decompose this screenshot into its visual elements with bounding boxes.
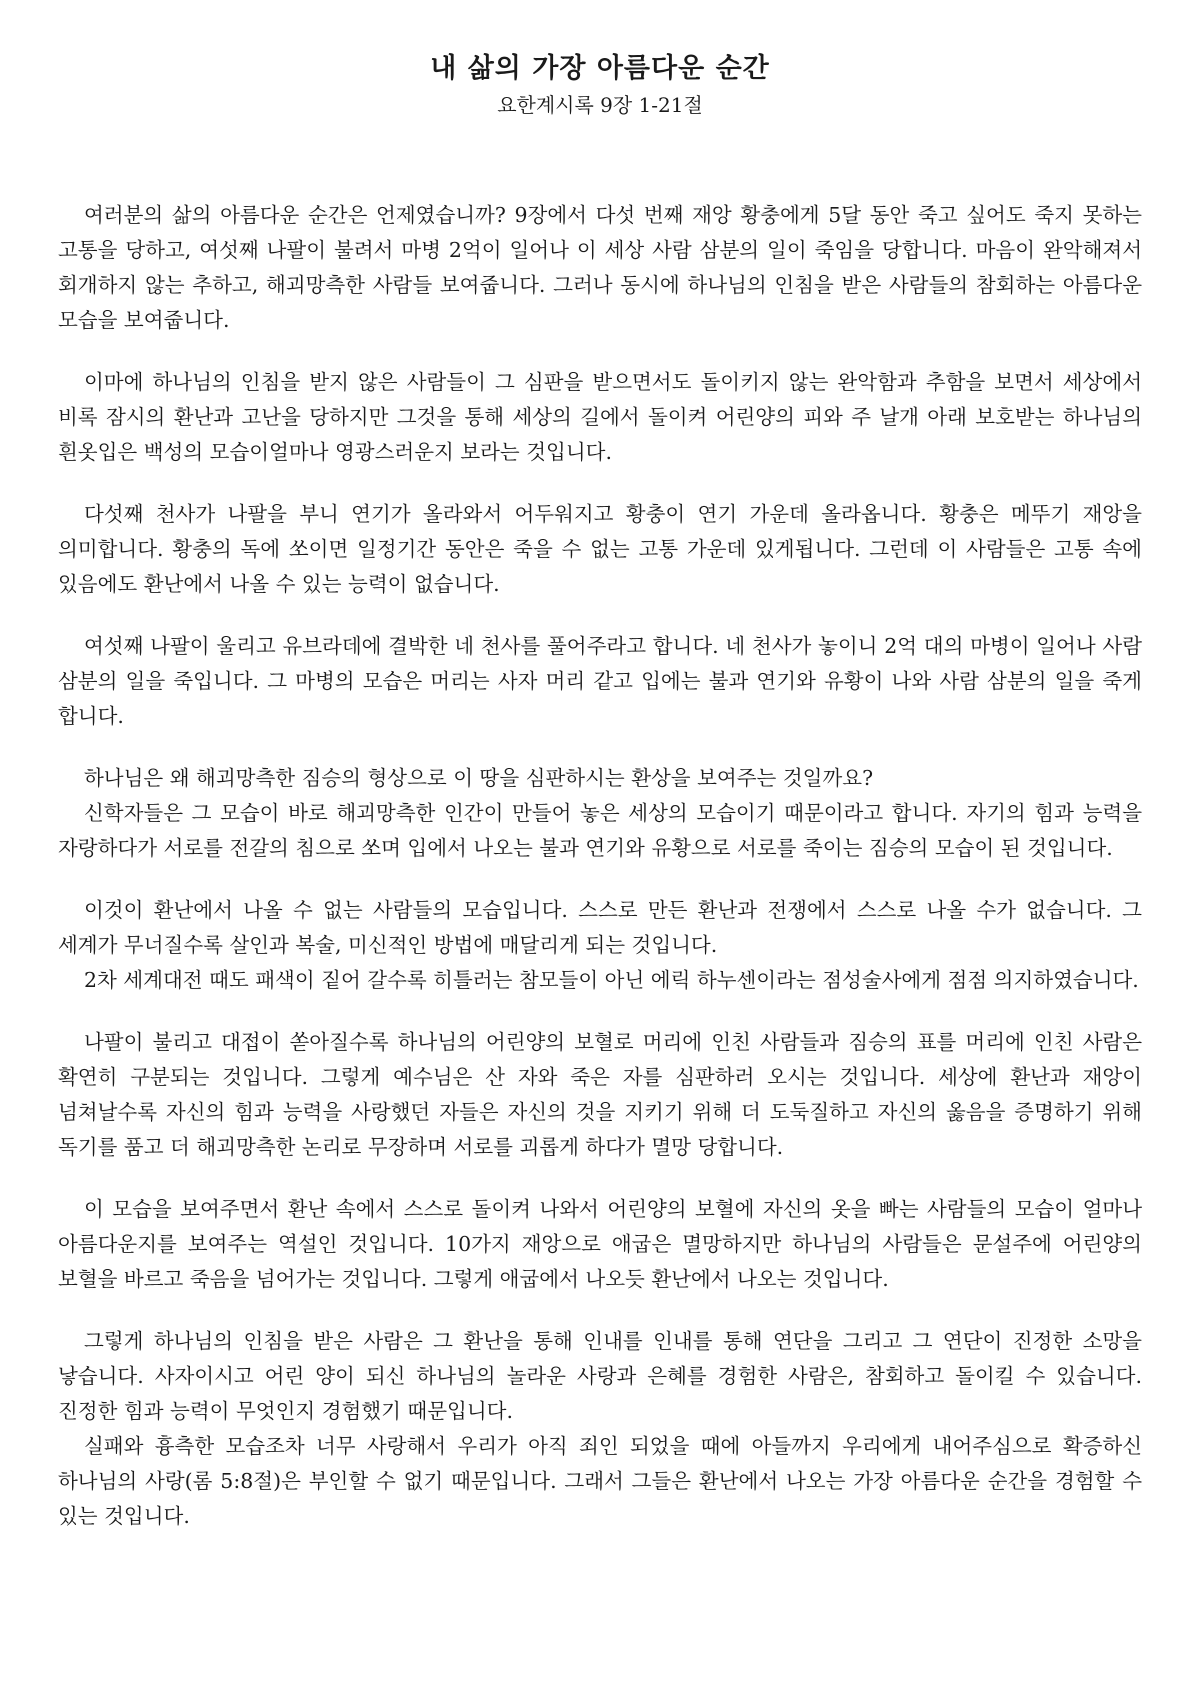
paragraph-2 <box>58 365 1142 470</box>
paragraph-6 <box>58 893 1142 998</box>
document-body <box>58 198 1142 1534</box>
paragraph-text: 이 모습을 보여주면서 환난 속에서 스스로 돌이켜 나와서 어린양의 보혈에 자신의 옷을 빠는 사람들의 모습이 얼마나 아름다운지를 보여주는 역설인 것입니다. 10가지 재앙으로 애굽은 멸망하지만 하나님의 사람들은 문설주에 어린양의 보혈을 바르고 죽음을 넘어가는 것입니다. 그렇게 애굽에서 나오듯 환난에서 나오는 것입니다. <box>58 1197 1142 1291</box>
document-subtitle: 요한계시록 9장 1-21절 <box>497 93 703 117</box>
document-title: 내 삶의 가장 아름다운 순간 <box>430 53 770 84</box>
paragraph-text: 실패와 흉측한 모습조차 너무 사랑해서 우리가 아직 죄인 되었을 때에 아들까지 우리에게 내어주심으로 확증하신 하나님의 사랑(롬 5:8절)은 부인할 수 없기 때문입니다. 그래서 그들은 환난에서 나오는 가장 아름다운 순간을 경험할 수 있는 것입니다. <box>58 1434 1142 1528</box>
paragraph-text: 신학자들은 그 모습이 바로 해괴망측한 인간이 만들어 놓은 세상의 모습이기 때문이라고 합니다. 자기의 힘과 능력을 자랑하다가 서로를 전갈의 침으로 쏘며 입에서 나오는 불과 연기와 유황으로 서로를 죽이는 짐승의 모습이 된 것입니다. <box>58 801 1142 860</box>
paragraph-text: 여러분의 삶의 아름다운 순간은 언제였습니까? 9장에서 다섯 번째 재앙 황충에게 5달 동안 죽고 싶어도 죽지 못하는 고통을 당하고, 여섯째 나팔이 불려서 마병 2억이 일어나 이 세상 사람 삼분의 일이 죽임을 당합니다. 마음이 완악해져서 회개하지 않는 추하고, 해괴망측한 사람들 보여줍니다. 그러나 동시에 하나님의 인침을 받은 사람들의 참회하는 아름다운 모습을 보여줍니다. <box>58 203 1142 332</box>
paragraph-5 <box>58 761 1142 866</box>
paragraph-4 <box>58 629 1142 734</box>
paragraph-text: 그렇게 하나님의 인침을 받은 사람은 그 환난을 통해 인내를 인내를 통해 연단을 그리고 그 연단이 진정한 소망을 낳습니다. 사자이시고 어린 양이 되신 하나님의 놀라운 사랑과 은혜를 경험한 사람은, 참회하고 돌이킬 수 있습니다. 진정한 힘과 능력이 무엇인지 경험했기 때문입니다. <box>58 1329 1142 1423</box>
paragraph-1 <box>58 198 1142 338</box>
paragraph-8 <box>58 1192 1142 1297</box>
paragraph-9 <box>58 1324 1142 1534</box>
document-page <box>58 50 1142 1561</box>
paragraph-text: 이것이 환난에서 나올 수 없는 사람들의 모습입니다. 스스로 만든 환난과 전쟁에서 스스로 나올 수가 없습니다. 그 세계가 무너질수록 살인과 복술, 미신적인 방법에 매달리게 되는 것입니다. <box>58 898 1142 957</box>
paragraph-7 <box>58 1025 1142 1165</box>
paragraph-text: 다섯째 천사가 나팔을 부니 연기가 올라와서 어두워지고 황충이 연기 가운데 올라옵니다. 황충은 메뚜기 재앙을 의미합니다. 황충의 독에 쏘이면 일정기간 동안은 죽을 수 없는 고통 가운데 있게됩니다. 그런데 이 사람들은 고통 속에 있음에도 환난에서 나올 수 있는 능력이 없습니다. <box>58 502 1142 596</box>
paragraph-text: 나팔이 불리고 대접이 쏟아질수록 하나님의 어린양의 보혈로 머리에 인친 사람들과 짐승의 표를 머리에 인친 사람은 확연히 구분되는 것입니다. 그렇게 예수님은 산 자와 죽은 자를 심판하러 오시는 것입니다. 세상에 환난과 재앙이 넘쳐날수록 자신의 힘과 능력을 사랑했던 자들은 자신의 것을 지키기 위해 더 도둑질하고 자신의 옳음을 증명하기 위해 독기를 품고 더 해괴망측한 논리로 무장하며 서로를 괴롭게 하다가 멸망 당합니다. <box>58 1030 1142 1159</box>
paragraph-text: 이마에 하나님의 인침을 받지 않은 사람들이 그 심판을 받으면서도 돌이키지 않는 완악함과 추함을 보면서 세상에서 비록 잠시의 환난과 고난을 당하지만 그것을 통해 세상의 길에서 돌이켜 어린양의 피와 주 날개 아래 보호받는 하나님의 흰옷입은 백성의 모습이얼마나 영광스러운지 보라는 것입니다. <box>58 370 1142 464</box>
paragraph-3 <box>58 497 1142 602</box>
paragraph-text: 하나님은 왜 해괴망측한 짐승의 형상으로 이 땅을 심판하시는 환상을 보여주는 것일까요? <box>84 766 874 790</box>
paragraph-text: 여섯째 나팔이 울리고 유브라데에 결박한 네 천사를 풀어주라고 합니다. 네 천사가 놓이니 2억 대의 마병이 일어나 사람 삼분의 일을 죽입니다. 그 마병의 모습은 머리는 사자 머리 같고 입에는 불과 연기와 유황이 나와 사람 삼분의 일을 죽게 합니다. <box>58 634 1142 728</box>
paragraph-text: 2차 세계대전 때도 패색이 짙어 갈수록 히틀러는 참모들이 아닌 에릭 하누센이라는 점성술사에게 점점 의지하였습니다. <box>84 968 1139 992</box>
